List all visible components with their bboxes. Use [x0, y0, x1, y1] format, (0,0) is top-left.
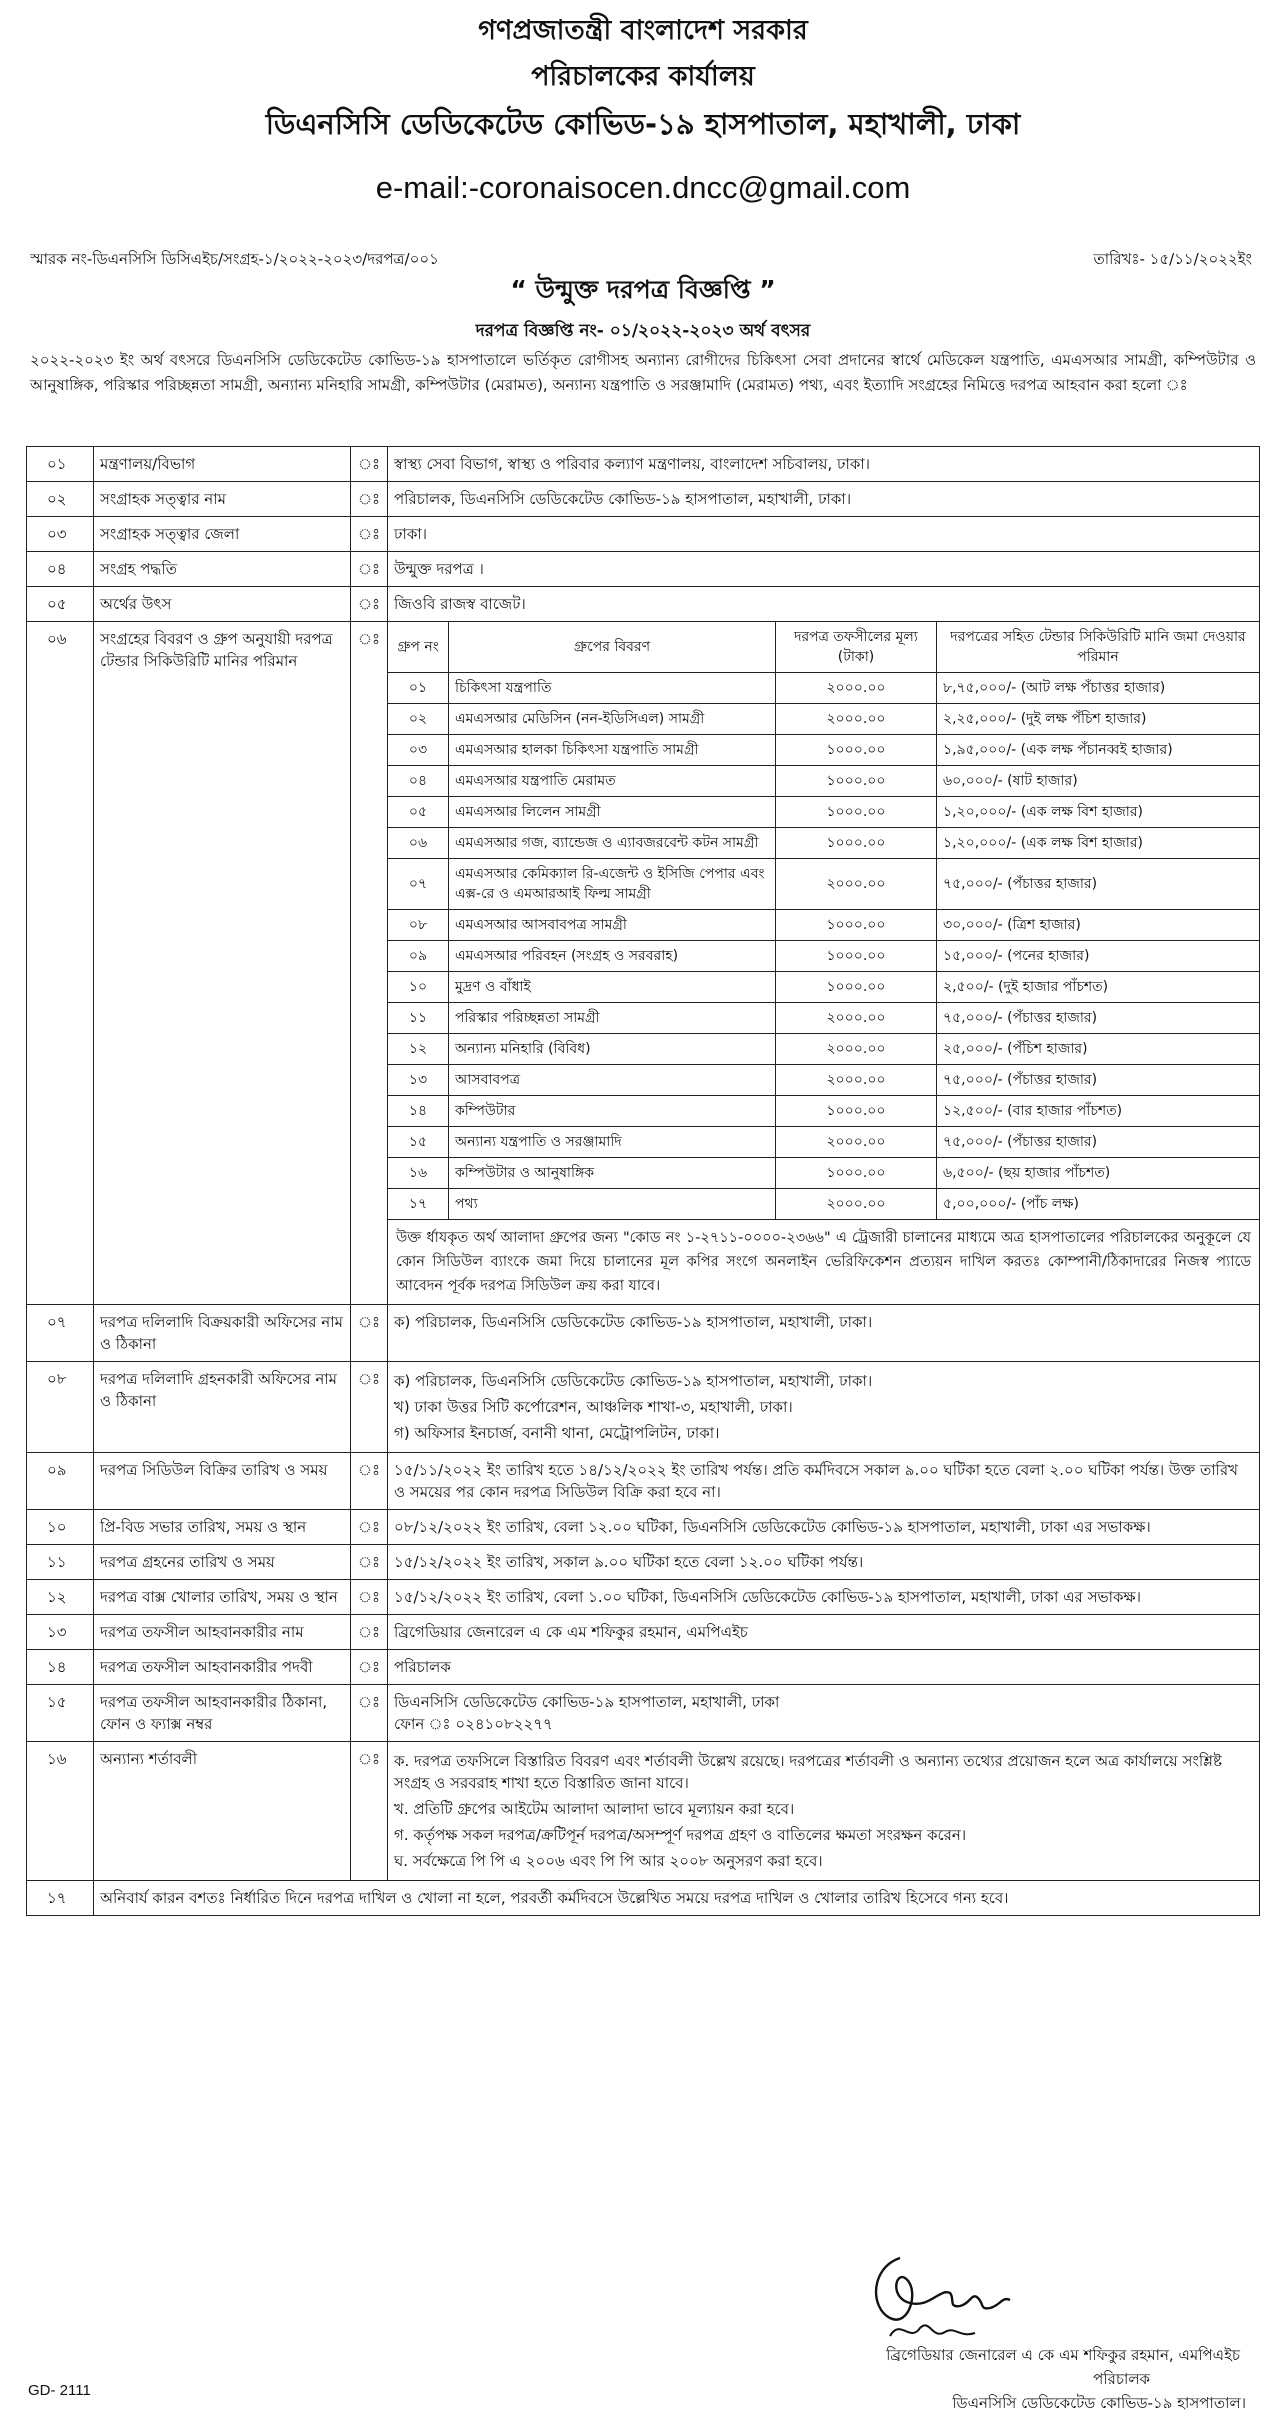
list-item: খ) ঢাকা উত্তর সিটি কর্পোরেশন, আঞ্চলিক শাখা-৩, মহাখালী, ঢাকা।	[394, 1398, 793, 1416]
row-value: পরিচালক, ডিএনসিসি ডেডিকেটেড কোভিড-১৯ হাসপাতাল, মহাখালী, ঢাকা।	[388, 482, 1260, 517]
condition-item: ক. দরপত্র তফসিলে বিস্তারিত বিবরণ এবং শর্তাবলী উল্লেখ রয়েছে। দরপত্রের শর্তাবলী ও অন্যান্য তথ্যের প্রয়োজন হলে অত্র কার্যালয়ে সংশ্লিষ্ট সংগ্রহ ও সরবরাহ শাখা হতে বিস্তারিত জানা যাবে।	[394, 1752, 1222, 1792]
group-header-row	[388, 622, 1259, 673]
group-fee: ১০০০.০০	[776, 1158, 937, 1189]
group-security-amount: ১,২০,০০০/- (এক লক্ষ বিশ হাজার)	[937, 828, 1260, 859]
table-row	[27, 1881, 1260, 1916]
signatory-office: ডিএনসিসি ডেডিকেটেড কোভিড-১৯ হাসপাতাল।	[952, 2394, 1246, 2412]
row-label: সংগ্রাহক সত্ত্বার নাম	[94, 482, 351, 517]
group-description: এমএসআর হালকা চিকিৎসা যন্ত্রপাতি সামগ্রী	[449, 735, 776, 766]
row-colon: ঃ	[351, 1685, 388, 1742]
notice-title: “ উন্মুক্ত দরপত্র বিজ্ঞপ্তি ”	[510, 275, 776, 304]
memo-number: স্মারক নং-ডিএনসিসি ডিসিএইচ/সংগ্রহ-১/২০২২-২০২৩/দরপত্র/০০১	[30, 250, 439, 268]
row-value	[388, 622, 1260, 1305]
row-label: অর্থের উৎস	[94, 587, 351, 622]
row-value: জিওবি রাজস্ব বাজেট।	[388, 587, 1260, 622]
row-value: ১৫/১১/২০২২ ইং তারিখ হতে ১৪/১২/২০২২ ইং তারিখ পর্যন্ত। প্রতি কর্মদিবসে সকাল ৯.০০ ঘটিকা হতে বেলা ২.০০ ঘটিকা পর্যন্ত। উক্ত তারিখ ও সময়ের পর কোন দরপত্র সিডিউল বিক্রি করা হবে না।	[388, 1453, 1260, 1510]
row-number: ১২	[27, 1580, 94, 1615]
table-row	[27, 1545, 1260, 1580]
group-security-amount: ১৫,০০০/- (পনের হাজার)	[937, 941, 1260, 972]
group-fee: ১০০০.০০	[776, 1096, 937, 1127]
group-security-amount: ৭৫,০০০/- (পঁচাত্তর হাজার)	[937, 859, 1260, 910]
row-colon: ঃ	[351, 552, 388, 587]
group-security-amount: ২৫,০০০/- (পঁচিশ হাজার)	[937, 1034, 1260, 1065]
row-number: ১৪	[27, 1650, 94, 1685]
table-row	[27, 552, 1260, 587]
group-row	[388, 797, 1259, 828]
group-description: এমএসআর মেডিসিন (নন-ইডিসিএল) সামগ্রী	[449, 704, 776, 735]
group-fee: ১০০০.০০	[776, 910, 937, 941]
group-fee: ২০০০.০০	[776, 673, 937, 704]
group-row	[388, 766, 1259, 797]
group-fee: ১০০০.০০	[776, 797, 937, 828]
signatory-name: ব্রিগেডিয়ার জেনারেল এ কে এম শফিকুর রহমান, এমপিএইচ	[886, 2346, 1240, 2364]
row-label: সংগ্রাহক সত্ত্বার জেলা	[94, 517, 351, 552]
email-line: e-mail:-coronaisocen.dncc@gmail.com	[375, 170, 911, 205]
table-row	[27, 1580, 1260, 1615]
group-row	[388, 941, 1259, 972]
row-label: দরপত্র তফসীল আহবানকারীর নাম	[94, 1615, 351, 1650]
group-number: ১৫	[388, 1127, 449, 1158]
group-fee: ১০০০.০০	[776, 941, 937, 972]
group-description: অন্যান্য যন্ত্রপাতি ও সরঞ্জামাদি	[449, 1127, 776, 1158]
group-security-amount: ১২,৫০০/- (বার হাজার পাঁচশত)	[937, 1096, 1260, 1127]
group-description: এমএসআর যন্ত্রপাতি মেরামত	[449, 766, 776, 797]
row-colon: ঃ	[351, 482, 388, 517]
group-number: ০১	[388, 673, 449, 704]
group-row	[388, 972, 1259, 1003]
group-row	[388, 1127, 1259, 1158]
row-value: ব্রিগেডিয়ার জেনারেল এ কে এম শফিকুর রহমান, এমপিএইচ	[388, 1615, 1260, 1650]
group-description: এমএসআর পরিবহন (সংগ্রহ ও সরবরাহ)	[449, 941, 776, 972]
row-label: দরপত্র গ্রহনের তারিখ ও সময়	[94, 1545, 351, 1580]
group-number: ১৩	[388, 1065, 449, 1096]
group-security-amount: ৩০,০০০/- (ত্রিশ হাজার)	[937, 910, 1260, 941]
phone-line: ফোন ঃ ০২৪১০৮২২৭৭	[394, 1715, 553, 1733]
group-fee: ২০০০.০০	[776, 1065, 937, 1096]
row-value: উন্মুক্ত দরপত্র ।	[388, 552, 1260, 587]
group-fee: ১০০০.০০	[776, 972, 937, 1003]
group-number: ০৭	[388, 859, 449, 910]
group-security-amount: ৮,৭৫,০০০/- (আট লক্ষ পঁচাত্তর হাজার)	[937, 673, 1260, 704]
row-value: ০৮/১২/২০২২ ইং তারিখ, বেলা ১২.০০ ঘটিকা, ডিএনসিসি ডেডিকেটেড কোভিড-১৯ হাসপাতাল, মহাখালী, ঢাকা এর সভাকক্ষ।	[388, 1510, 1260, 1545]
row-value	[388, 1362, 1260, 1453]
group-desc-header: গ্রুপের বিবরণ	[449, 622, 776, 673]
group-description: চিকিৎসা যন্ত্রপাতি	[449, 673, 776, 704]
signatory-designation: পরিচালক	[1093, 2370, 1150, 2388]
group-row	[388, 1034, 1259, 1065]
row-colon: ঃ	[351, 1650, 388, 1685]
row-colon: ঃ	[351, 1742, 388, 1881]
row-number: ০২	[27, 482, 94, 517]
row-colon: ঃ	[351, 1615, 388, 1650]
group-number: ০৮	[388, 910, 449, 941]
group-fee: ১০০০.০০	[776, 735, 937, 766]
list-item: ক) পরিচালক, ডিএনসিসি ডেডিকেটেড কোভিড-১৯ হাসপাতাল, মহাখালী, ঢাকা।	[394, 1372, 873, 1390]
condition-item: ঘ. সর্বক্ষেত্রে পি পি এ ২০০৬ এবং পি পি আর ২০০৮ অনুসরণ করা হবে।	[394, 1852, 823, 1870]
row-colon: ঃ	[351, 1580, 388, 1615]
group-row	[388, 1003, 1259, 1034]
group-fee: ১০০০.০০	[776, 766, 937, 797]
row-label: সংগ্রহের বিবরণ ও গ্রুপ অনুযায়ী দরপত্র টেন্ডার সিকিউরিটি মানির পরিমান	[94, 622, 351, 1305]
group-row	[388, 910, 1259, 941]
row-number: ০৫	[27, 587, 94, 622]
group-security-amount: ১,৯৫,০০০/- (এক লক্ষ পঁচানব্বই হাজার)	[937, 735, 1260, 766]
row-value: ১৫/১২/২০২২ ইং তারিখ, সকাল ৯.০০ ঘটিকা হতে বেলা ১২.০০ ঘটিকা পর্যন্ত।	[388, 1545, 1260, 1580]
row-label: দরপত্র বাক্স খোলার তারিখ, সময় ও স্থান	[94, 1580, 351, 1615]
row-colon: ঃ	[351, 587, 388, 622]
row-number: ১৭	[27, 1881, 94, 1916]
group-fee: ২০০০.০০	[776, 1189, 937, 1220]
hospital-title: ডিএনসিসি ডেডিকেটেড কোভিড-১৯ হাসপাতাল, মহাখালী, ঢাকা	[265, 107, 1021, 141]
row-value: অনিবার্য কারন বশতঃ নির্ধারিত দিনে দরপত্র দাখিল ও খোলা না হলে, পরবর্তী কর্মদিবসে উল্লেখিত সময়ে দরপত্র দাখিল ও খোলার তারিখ হিসেবে গন্য হবে।	[94, 1881, 1260, 1916]
group-number: ১৭	[388, 1189, 449, 1220]
row-colon: ঃ	[351, 622, 388, 1305]
row-number: ১৬	[27, 1742, 94, 1881]
row-label: দরপত্র দলিলাদি গ্রহনকারী অফিসের নাম ও ঠিকানা	[94, 1362, 351, 1453]
group-security-amount: ৬০,০০০/- (ষাট হাজার)	[937, 766, 1260, 797]
row-label: সংগ্রহ পদ্ধতি	[94, 552, 351, 587]
row-label: দরপত্র তফসীল আহবানকারীর ঠিকানা, ফোন ও ফ্যাক্স নম্বর	[94, 1685, 351, 1742]
group-row	[388, 1158, 1259, 1189]
group-number: ১১	[388, 1003, 449, 1034]
row-label: প্রি-বিড সভার তারিখ, সময় ও স্থান	[94, 1510, 351, 1545]
group-fee: ২০০০.০০	[776, 859, 937, 910]
group-number: ১০	[388, 972, 449, 1003]
group-security-amount: ৭৫,০০০/- (পঁচাত্তর হাজার)	[937, 1065, 1260, 1096]
group-number: ০৬	[388, 828, 449, 859]
condition-item: গ. কর্তৃপক্ষ সকল দরপত্র/ক্রটিপূর্ন দরপত্র/অসম্পূর্ণ দরপত্র গ্রহণ ও বাতিলের ক্ষমতা সংরক্ষন করেন।	[394, 1826, 967, 1844]
group-row	[388, 828, 1259, 859]
gd-code: GD- 2111	[28, 2382, 91, 2399]
group-security-amount: ৭৫,০০০/- (পঁচাত্তর হাজার)	[937, 1127, 1260, 1158]
table-row	[27, 1510, 1260, 1545]
table-row	[27, 1615, 1260, 1650]
row-colon: ঃ	[351, 517, 388, 552]
group-security-amount: ২,২৫,০০০/- (দুই লক্ষ পঁচিশ হাজার)	[937, 704, 1260, 735]
notice-date: তারিখঃ- ১৫/১১/২০২২ইং	[1093, 250, 1252, 268]
group-description: এমএসআর লিলেন সামগ্রী	[449, 797, 776, 828]
row-number: ১১	[27, 1545, 94, 1580]
group-fee: ২০০০.০০	[776, 1034, 937, 1065]
group-number: ০৪	[388, 766, 449, 797]
row-label: দরপত্র সিডিউল বিক্রির তারিখ ও সময়	[94, 1453, 351, 1510]
group-security-amount: ৬,৫০০/- (ছয় হাজার পাঁচশত)	[937, 1158, 1260, 1189]
table-row	[27, 1305, 1260, 1362]
group-row	[388, 1096, 1259, 1127]
group-description: এমএসআর গজ, ব্যান্ডেজ ও এ্যাবজরবেন্ট কটন সামগ্রী	[449, 828, 776, 859]
group-fee: ১০০০.০০	[776, 828, 937, 859]
row-value	[388, 1685, 1260, 1742]
group-description: পথ্য	[449, 1189, 776, 1220]
table-row	[27, 482, 1260, 517]
table-row	[27, 622, 1260, 1305]
group-row	[388, 1065, 1259, 1096]
row-value: ক) পরিচালক, ডিএনসিসি ডেডিকেটেড কোভিড-১৯ হাসপাতাল, মহাখালী, ঢাকা।	[388, 1305, 1260, 1362]
table-row	[27, 1685, 1260, 1742]
group-description: আসবাবপত্র	[449, 1065, 776, 1096]
table-row	[27, 1362, 1260, 1453]
row-label: মন্ত্রণালয়/বিভাগ	[94, 447, 351, 482]
group-fee: ২০০০.০০	[776, 1127, 937, 1158]
group-security-header: দরপত্রের সহিত টেন্ডার সিকিউরিটি মানি জমা দেওয়ার পরিমান	[937, 622, 1260, 673]
group-number: ০৯	[388, 941, 449, 972]
group-security-table	[388, 622, 1259, 1220]
table-row	[27, 447, 1260, 482]
group-fee: ২০০০.০০	[776, 704, 937, 735]
row-number: ১০	[27, 1510, 94, 1545]
group-number: ০৩	[388, 735, 449, 766]
row-value: পরিচালক	[388, 1650, 1260, 1685]
group-number: ১৬	[388, 1158, 449, 1189]
group-security-amount: ২,৫০০/- (দুই হাজার পাঁচশত)	[937, 972, 1260, 1003]
row-label: দরপত্র দলিলাদি বিক্রয়কারী অফিসের নাম ও ঠিকানা	[94, 1305, 351, 1362]
row-value: ১৫/১২/২০২২ ইং তারিখ, বেলা ১.০০ ঘটিকা, ডিএনসিসি ডেডিকেটেড কোভিড-১৯ হাসপাতাল, মহাখালী, ঢাকা এর সভাকক্ষ।	[388, 1580, 1260, 1615]
group-row	[388, 704, 1259, 735]
row-number: ১৫	[27, 1685, 94, 1742]
row-number: ০১	[27, 447, 94, 482]
group-row	[388, 859, 1259, 910]
row-number: ০৩	[27, 517, 94, 552]
table-row	[27, 1650, 1260, 1685]
row-number: ০৮	[27, 1362, 94, 1453]
group-row	[388, 673, 1259, 704]
group-number: ১২	[388, 1034, 449, 1065]
group-no-header: গ্রুপ নং	[388, 622, 449, 673]
row-colon: ঃ	[351, 1545, 388, 1580]
address-line: ডিএনসিসি ডেডিকেটেড কোভিড-১৯ হাসপাতাল, মহাখালী, ঢাকা	[394, 1693, 780, 1711]
table-row	[27, 587, 1260, 622]
group-number: ১৪	[388, 1096, 449, 1127]
handwritten-signature	[860, 2248, 1060, 2348]
row-colon: ঃ	[351, 1510, 388, 1545]
condition-item: খ. প্রতিটি গ্রুপের আইটেম আলাদা আলাদা ভাবে মূল্যায়ন করা হবে।	[394, 1800, 795, 1818]
row-number: ১৩	[27, 1615, 94, 1650]
row-value: ঢাকা।	[388, 517, 1260, 552]
group-number: ০২	[388, 704, 449, 735]
row-value	[388, 1742, 1260, 1881]
group-fee: ২০০০.০০	[776, 1003, 937, 1034]
row-number: ০৬	[27, 622, 94, 1305]
row-number: ০৪	[27, 552, 94, 587]
row-value: স্বাস্থ্য সেবা বিভাগ, স্বাস্থ্য ও পরিবার কল্যাণ মন্ত্রণালয়, বাংলাদেশ সচিবালয়, ঢাকা।	[388, 447, 1260, 482]
row-colon: ঃ	[351, 1305, 388, 1362]
notice-number: দরপত্র বিজ্ঞপ্তি নং- ০১/২০২২-২০২৩ অর্থ বৎসর	[475, 321, 811, 341]
group-security-amount: ৭৫,০০০/- (পঁচাত্তর হাজার)	[937, 1003, 1260, 1034]
group-description: কম্পিউটার	[449, 1096, 776, 1127]
govt-title: গণপ্রজাতন্ত্রী বাংলাদেশ সরকার	[478, 15, 808, 46]
row-number: ০৯	[27, 1453, 94, 1510]
intro-paragraph: ২০২২-২০২৩ ইং অর্থ বৎসরে ডিএনসিসি ডেডিকেটেড কোভিড-১৯ হাসপাতালে ভর্তিকৃত রোগীসহ অন্যান্য রোগীদের চিকিৎসা সেবা প্রদানের স্বার্থে মেডিকেল যন্ত্রপাতি, এমএসআর সামগ্রী, কম্পিউটার ও আনুষাঙ্গিক, পরিস্কার পরিচ্ছন্নতা সামগ্রী, অন্যান্য মনিহারি সামগ্রী, কম্পিউটার (মেরামত), অন্যান্য যন্ত্রপাতি ও সরঞ্জামাদি (মেরামত) পথ্য, এবং ইত্যাদি সংগ্রহের নিমিত্তে দরপত্র আহবান করা হলো ঃ	[30, 351, 1256, 394]
row-number: ০৭	[27, 1305, 94, 1362]
table-row	[27, 1453, 1260, 1510]
group-description: পরিস্কার পরিচ্ছন্নতা সামগ্রী	[449, 1003, 776, 1034]
list-item: গ) অফিসার ইনচার্জ, বনানী থানা, মেট্রোপলিটন, ঢাকা।	[394, 1424, 720, 1442]
group-description: এমএসআর আসবাবপত্র সামগ্রী	[449, 910, 776, 941]
group-description: মুদ্রণ ও বাঁধাই	[449, 972, 776, 1003]
group-description: কম্পিউটার ও আনুষাঙ্গিক	[449, 1158, 776, 1189]
tender-details-table	[26, 446, 1260, 1916]
row-colon: ঃ	[351, 1362, 388, 1453]
group-row	[388, 735, 1259, 766]
row-colon: ঃ	[351, 1453, 388, 1510]
table-row	[27, 1742, 1260, 1881]
group-row	[388, 1189, 1259, 1220]
row-colon: ঃ	[351, 447, 388, 482]
row-label: দরপত্র তফসীল আহবানকারীর পদবী	[94, 1650, 351, 1685]
group-fee-header: দরপত্র তফসীলের মূল্য (টাকা)	[776, 622, 937, 673]
group-number: ০৫	[388, 797, 449, 828]
group-security-amount: ৫,০০,০০০/- (পাঁচ লক্ষ)	[937, 1189, 1260, 1220]
security-deposit-note: উক্ত র্ধাযকৃত অর্থ আলাদা গ্রুপের জন্য "কোড নং ১-২৭১১-০০০০-২৩৬৬" এ ট্রেজারী চালানের মাধ্যমে অত্র হাসপাতালের পরিচালকের অনুকূলে যে কোন সিডিউল ব্যাংকে জমা দিয়ে চালানের মূল কপির সংগে অনলাইন ভেরিফিকেশন প্রত্যয়ন দাখিল করতঃ কোম্পানী/ঠিকাদারের নিজস্ব প্যাডে আবেদন পূর্বক দরপত্র সিডিউল ক্রয় করা যাবে।	[396, 1230, 1251, 1294]
group-security-amount: ১,২০,০০০/- (এক লক্ষ বিশ হাজার)	[937, 797, 1260, 828]
group-description: এমএসআর কেমিক্যাল রি-এজেন্ট ও ইসিজি পেপার এবং এক্স-রে ও এমআরআই ফিল্ম সামগ্রী	[449, 859, 776, 910]
row-label: অন্যান্য শর্তাবলী	[94, 1742, 351, 1881]
office-title: পরিচালকের কার্যালয়	[531, 61, 755, 92]
group-description: অন্যান্য মনিহারি (বিবিধ)	[449, 1034, 776, 1065]
table-row	[27, 517, 1260, 552]
